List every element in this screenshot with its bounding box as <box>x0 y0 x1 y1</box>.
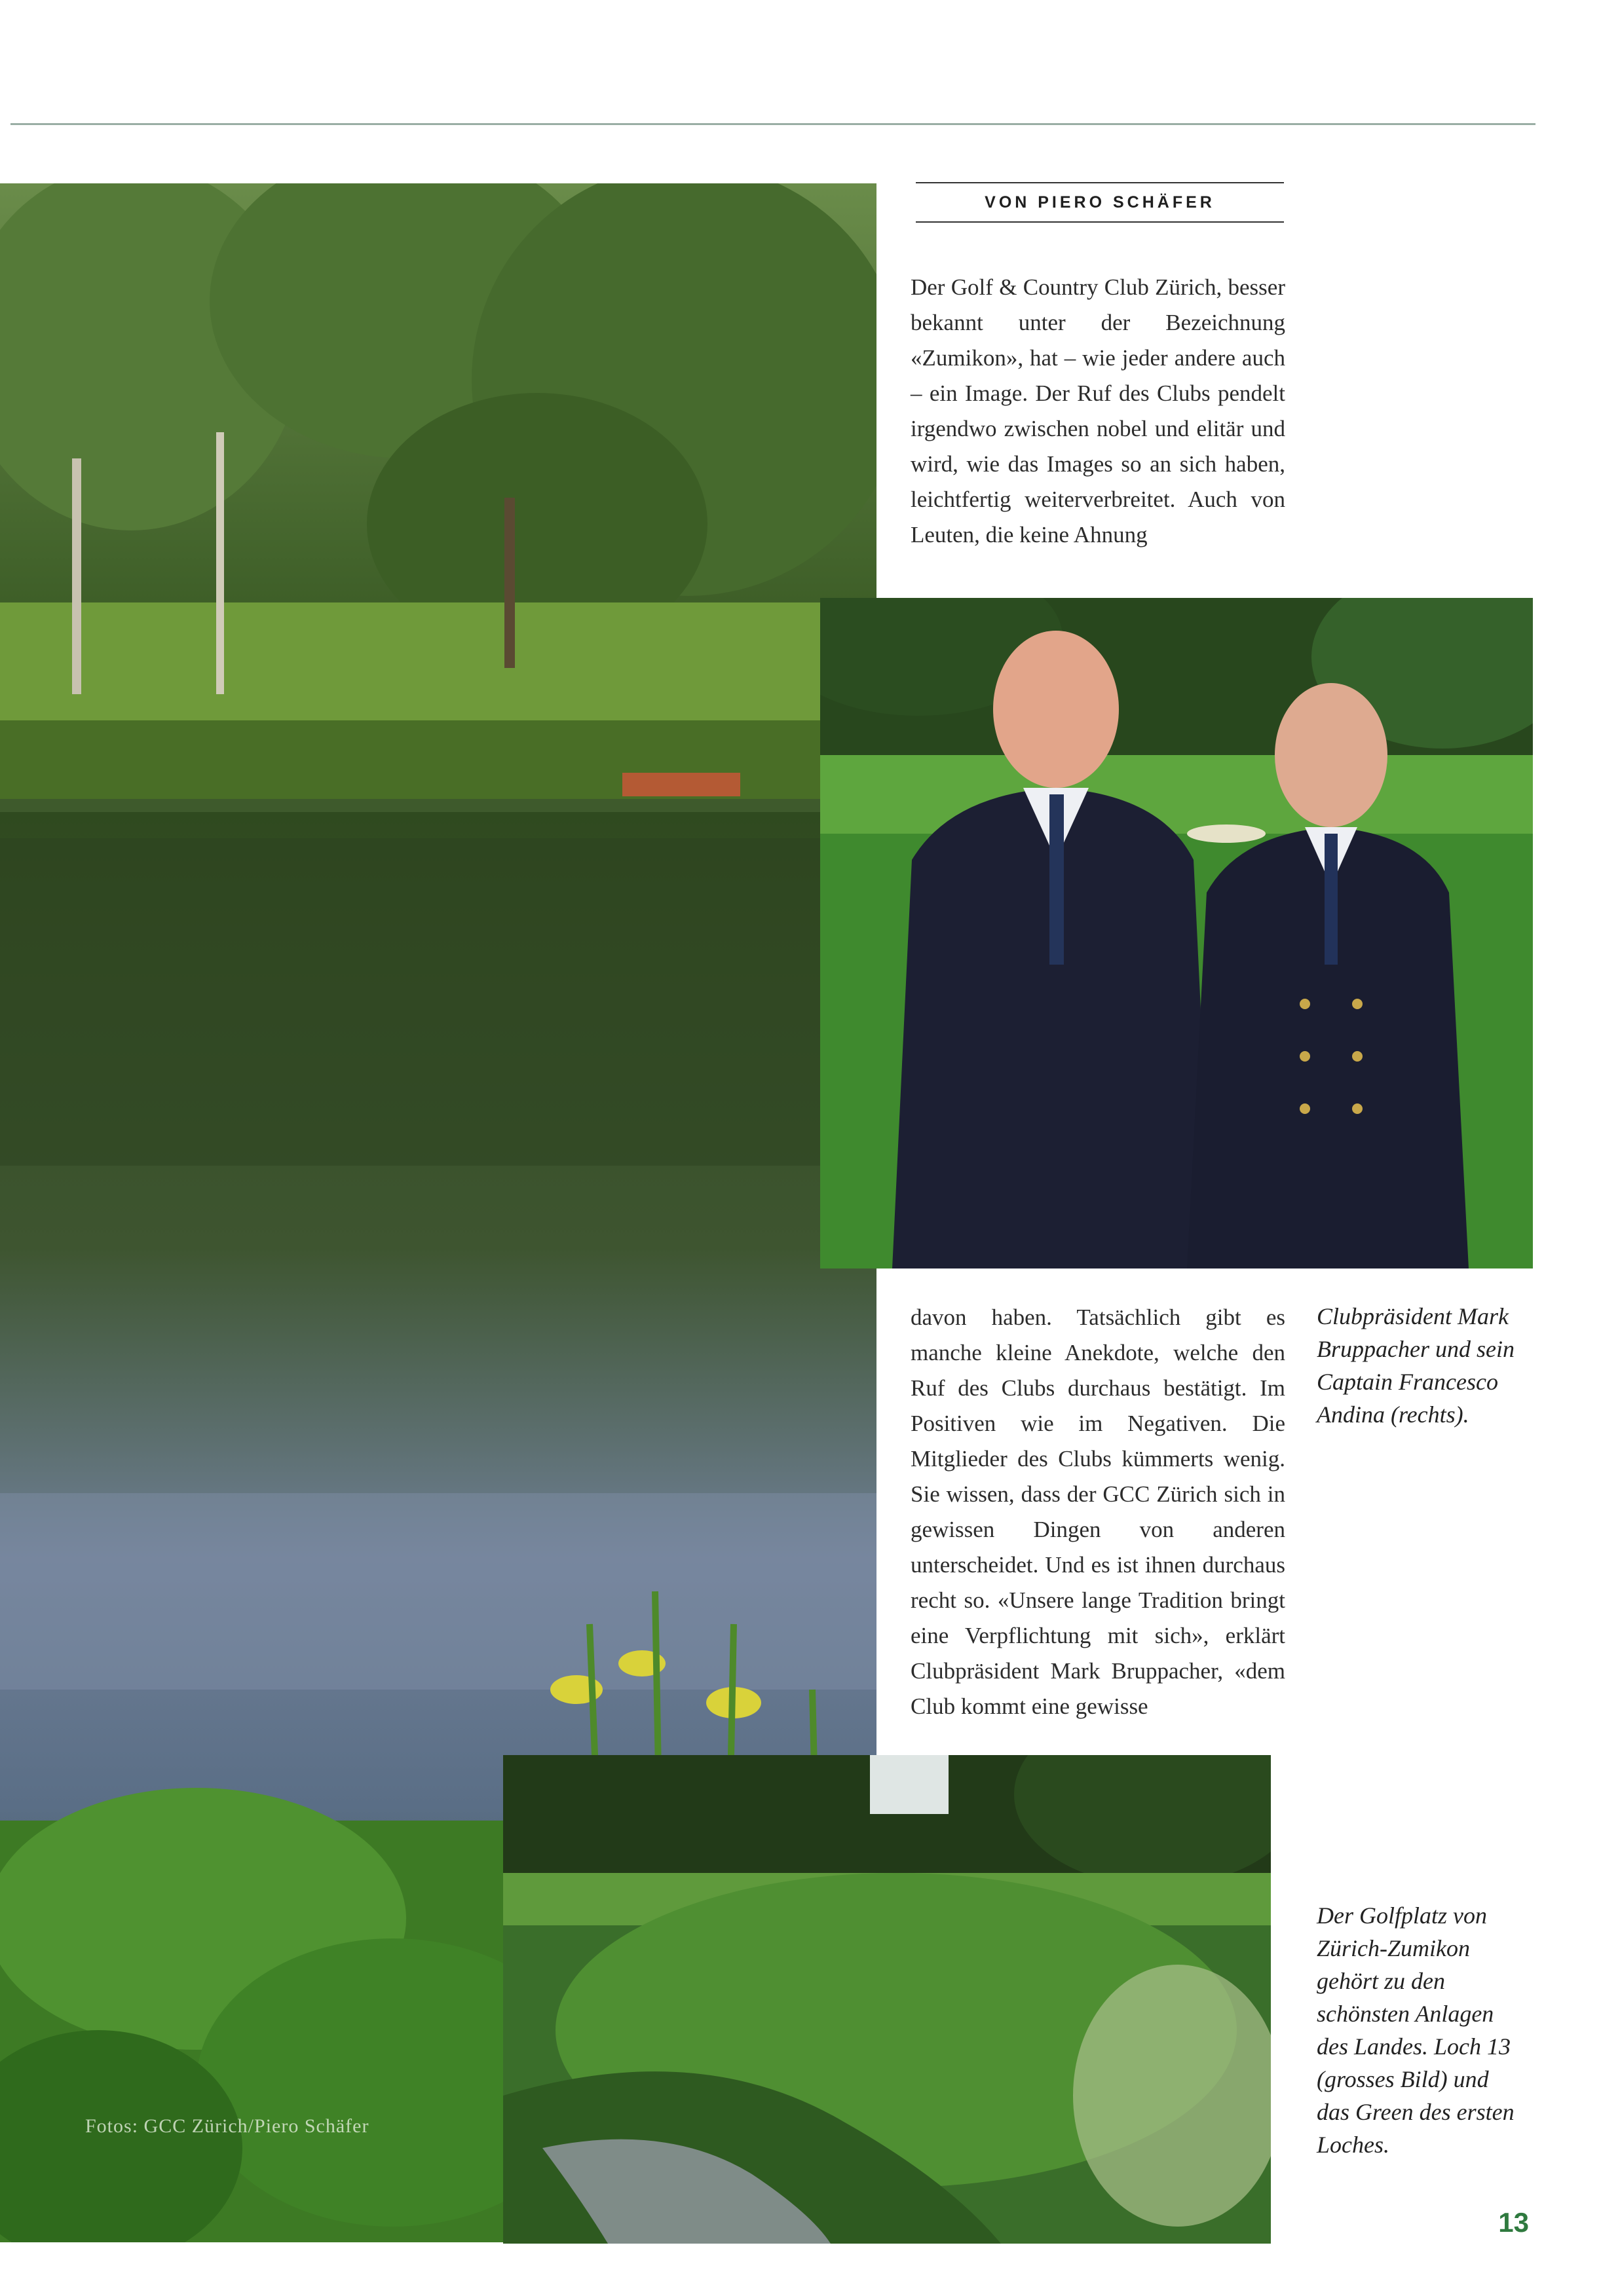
portrait-caption: Clubpräsident Mark Bruppacher und sein Captain Francesco Andina (rechts). <box>1317 1303 1515 1428</box>
article-text-top <box>911 270 1285 553</box>
photo-credit: Fotos: GCC Zürich/Piero Schäfer <box>85 2115 369 2137</box>
article-text-bottom <box>911 1300 1285 1724</box>
green-photo <box>503 1755 1271 2244</box>
byline-box <box>916 182 1284 223</box>
top-rule <box>10 123 1535 125</box>
byline: VON PIERO SCHÄFER <box>985 193 1215 212</box>
portrait-photo <box>820 598 1533 1268</box>
article-paragraph-bottom: davon haben. Tatsächlich gibt es manche kleine Anekdote, welche den Ruf des Clubs durchaus bestätigt. Im Positiven wie im Negativen. Die Mitglieder des Clubs kümmerts wenig. Sie wissen, dass der GCC Zürich sich in gewissen Dingen von anderen unterscheidet. Und es ist ihnen durchaus recht so. «Unsere lange Tradition bringt eine Verpflichtung mit sich», erklärt Clubpräsident Mark Bruppacher, «dem Club kommt eine gewisse <box>911 1305 1285 1719</box>
page-number: 13 <box>1498 2207 1529 2238</box>
course-caption: Der Golfplatz von Zürich-Zumikon gehört zu den schönsten Anlagen des Landes. Loch 13 (grosses Bild) und das Green des ersten Loches. <box>1317 1902 1515 2158</box>
article-paragraph-top: Der Golf & Country Club Zürich, besser bekannt unter der Bezeichnung «Zumikon», hat – wie jeder andere auch – ein Image. Der Ruf des Clubs pendelt irgendwo zwischen nobel und elitär und wird, wie das Images so an sich haben, leichtfertig weiterverbreitet. Auch von Leuten, die keine Ahnung <box>911 274 1285 547</box>
